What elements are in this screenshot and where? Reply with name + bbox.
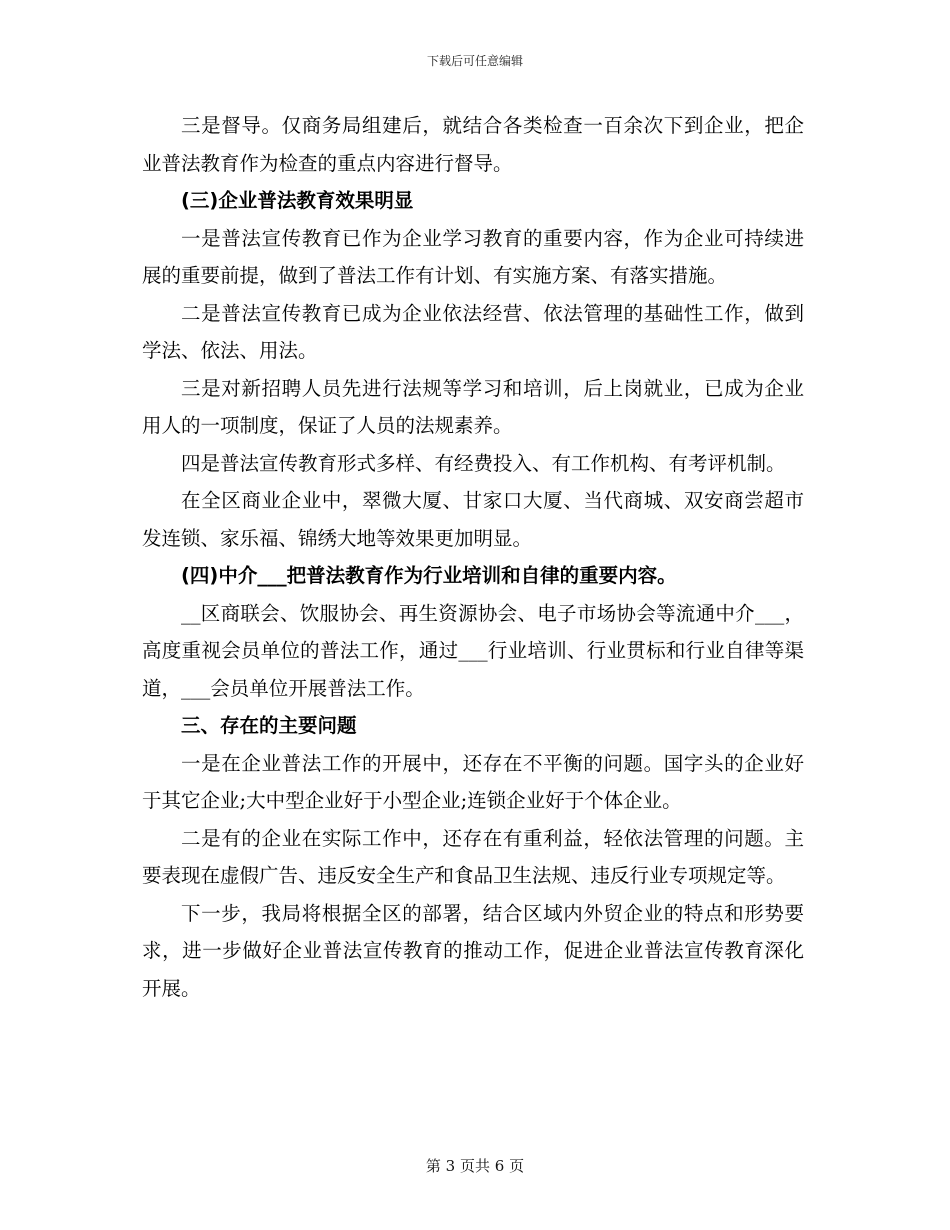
paragraph-problem-1: 一是在企业普法工作的开展中，还存在不平衡的问题。国字头的企业好于其它企业;大中型企业好于小型企业;连锁企业好于个体企业。 (142, 751, 804, 812)
paragraph-effect-4: 四是普法宣传教育形式多样、有经费投入、有工作机构、有考评机制。 (181, 451, 786, 475)
section-heading-effect: (三)企业普法教育效果明显 (181, 189, 414, 212)
page-header: 下载后可任意编辑 (426, 54, 523, 68)
paragraph-effect-1: 一是普法宣传教育已作为企业学习教育的重要内容，作为企业可持续进展的重要前提，做到了普法工作有计划、有实施方案、有落实措施。 (142, 226, 804, 287)
section-heading-problems: 三、存在的主要问题 (181, 714, 357, 737)
paragraph-effect-3: 三是对新招聘人员先进行法规等学习和培训，后上岗就业，已成为企业用人的一项制度，保证了人员的法规素养。 (142, 376, 804, 437)
page-number-footer: 第 3 页共 6 页 (425, 1157, 525, 1175)
section-heading-intermediary: (四)中介___把普法教育作为行业培训和自律的重要内容。 (181, 564, 677, 587)
paragraph-intermediary: __区商联会、饮服协会、再生资源协会、电子市场协会等流通中介___，高度重视会员单位的普法工作，通过___行业培训、行业贯标和行业自律等渠道，___会员单位开展普法工作。 (142, 601, 804, 700)
document-body (142, 107, 804, 1007)
paragraph-problem-2: 二是有的企业在实际工作中，还存在有重利益，轻依法管理的问题。主要表现在虚假广告、违反安全生产和食品卫生法规、违反行业专项规定等。 (142, 826, 804, 887)
paragraph-effect-2: 二是普法宣传教育已成为企业依法经营、依法管理的基础性工作，做到学法、依法、用法。 (142, 301, 804, 362)
paragraph-commercial-enterprises: 在全区商业企业中，翠微大厦、甘家口大厦、当代商城、双安商尝超市发连锁、家乐福、锦绣大地等效果更加明显。 (142, 489, 804, 550)
paragraph-supervision: 三是督导。仅商务局组建后，就结合各类检查一百余次下到企业，把企业普法教育作为检查的重点内容进行督导。 (142, 114, 804, 175)
paragraph-next-step: 下一步，我局将根据全区的部署，结合区域内外贸企业的特点和形势要求，进一步做好企业普法宣传教育的推动工作，促进企业普法宣传教育深化开展。 (142, 901, 804, 1000)
